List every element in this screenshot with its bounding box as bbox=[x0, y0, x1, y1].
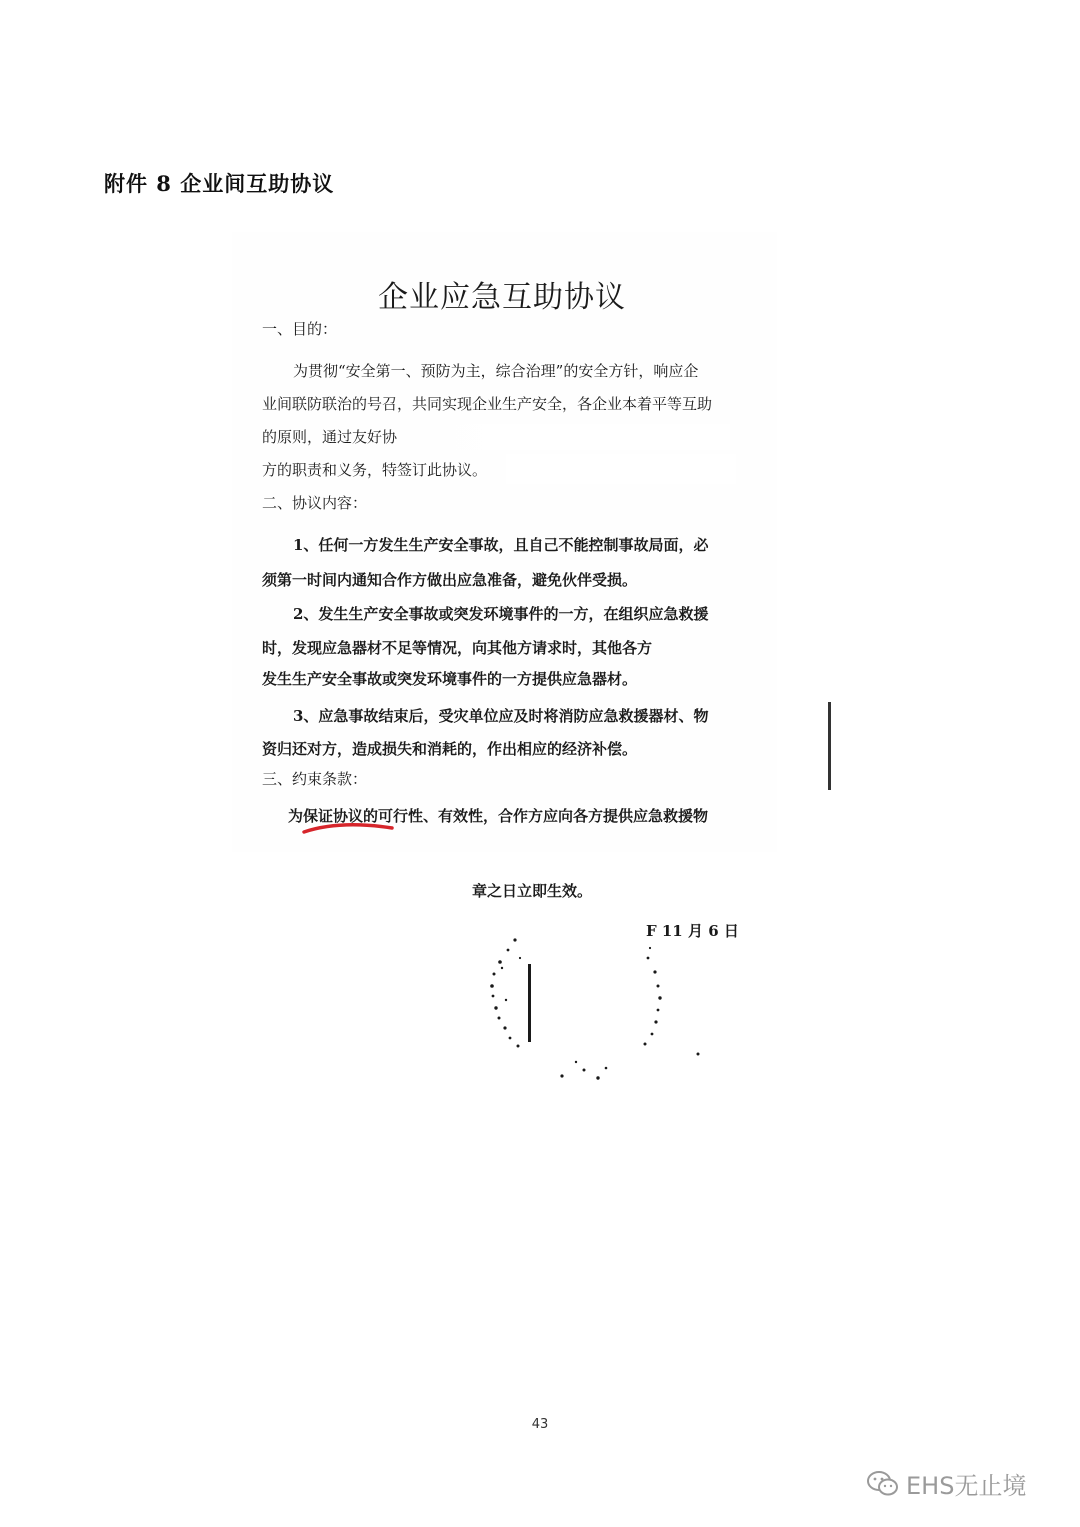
body-line: 资归还对方，造成损失和消耗的，作出相应的经济补偿。 bbox=[262, 740, 638, 758]
watermark bbox=[866, 1466, 1026, 1501]
watermark-text: EHS无止境 bbox=[906, 1472, 1027, 1500]
redaction-blur bbox=[420, 424, 730, 450]
section-heading: 一、目的： bbox=[262, 320, 338, 338]
redaction-blur bbox=[506, 454, 736, 484]
red-underline-mark bbox=[300, 818, 400, 836]
body-line: 的原则，通过友好协 bbox=[262, 428, 398, 446]
body-line: 1、任何一方发生生产安全事故，且自己不能控制事故局面，必 bbox=[293, 536, 709, 554]
body-line: 为贯彻“安全第一、预防为主，综合治理”的安全方针，响应企 bbox=[293, 362, 699, 380]
scan-edge-line bbox=[828, 702, 831, 790]
body-line: 时，发现应急器材不足等情况，向其他方请求时，其他各方 bbox=[262, 639, 653, 657]
body-line: 业间联防联治的号召，共同实现企业生产安全，各企业本着平等互助 bbox=[262, 395, 713, 413]
body-line: 3、应急事故结束后，受灾单位应及时将消防应急救援器材、物 bbox=[293, 707, 709, 725]
body-line: 为保证协议的可行性、有效性，合作方应向各方提供应急救援物 bbox=[288, 807, 709, 825]
attachment-heading: 附件 8 企业间互助协议 bbox=[104, 171, 335, 196]
body-line: 方的职责和义务，特签订此协议。 bbox=[262, 461, 488, 479]
body-line: 须第一时间内通知合作方做出应急准备，避免伙伴受损。 bbox=[262, 571, 638, 589]
company-seal bbox=[480, 928, 710, 1088]
page-number: 43 bbox=[531, 1417, 549, 1432]
body-line: 2、发生生产安全事故或突发环境事件的一方，在组织应急救援 bbox=[293, 605, 709, 623]
wechat-icon bbox=[866, 1470, 900, 1498]
section-heading: 二、协议内容： bbox=[262, 494, 368, 512]
document-title: 企业应急互助协议 bbox=[378, 280, 626, 315]
section-heading: 三、约束条款： bbox=[262, 770, 368, 788]
body-line: 发生生产安全事故或突发环境事件的一方提供应急器材。 bbox=[262, 670, 638, 688]
effective-clause: 章之日立即生效。 bbox=[472, 882, 593, 900]
signing-date: F 11 月 6 日 bbox=[646, 922, 739, 940]
